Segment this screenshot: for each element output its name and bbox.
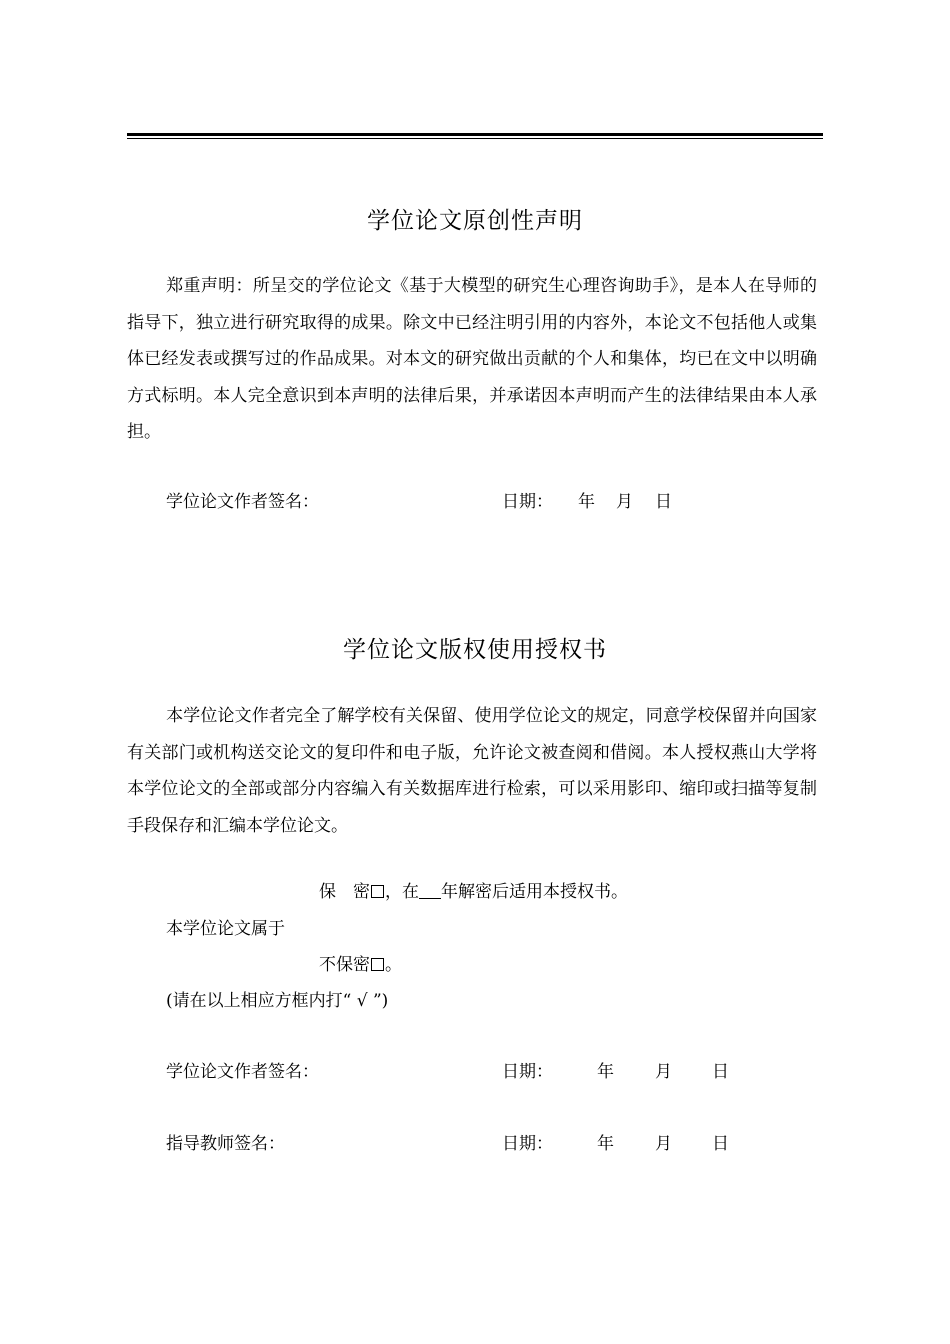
authorization-body: 本学位论文作者完全了解学校有关保留、使用学位论文的规定，同意学校保留并向国家有关部门或机构送交论文的复印件和电子版，允许论文被查阅和借阅。本人授权燕山大学将本学位论文的全部或部分内容编入有关数据库进行检索，可以采用影印、缩印或扫描等复制手段保存和汇编本学位论文。 [127,706,817,836]
secret-option-line [319,881,628,903]
originality-date-label: 日期： [502,492,553,512]
secret-checkbox[interactable] [371,885,384,898]
header-rule-thick [127,133,823,136]
advisor-year: 年 [597,1134,614,1154]
belongs-label: 本学位论文属于 [166,919,285,939]
header-rule-thin [127,138,823,139]
advisor-sign-label: 指导教师签名： [166,1134,285,1154]
originality-title: 学位论文原创性声明 [367,208,583,234]
not-secret-option-end: 。 [385,955,402,975]
originality-day: 日 [655,492,672,512]
not-secret-checkbox[interactable] [371,958,384,971]
secret-option-label: 保 密 [319,882,370,902]
checkbox-instruction: (请在以上相应方框内打“ √ ”) [166,991,389,1011]
advisor-day: 日 [712,1134,729,1154]
authorization-author-month: 月 [655,1062,672,1082]
secret-option-suffix: 年解密后适用本授权书。 [441,882,628,902]
originality-body: 郑重声明：所呈交的学位论文《基于大模型的研究生心理咨询助手》，是本人在导师的指导下，独立进行研究取得的成果。除文中已经注明引用的内容外，本论文不包括他人或集体已经发表或撰写过的作品成果。对本文的研究做出贡献的个人和集体，均已在文中以明确方式标明。本人完全意识到本声明的法律后果，并承诺因本声明而产生的法律结果由本人承担。 [127,276,817,443]
authorization-author-day: 日 [712,1062,729,1082]
authorization-author-year: 年 [597,1062,614,1082]
originality-month: 月 [616,492,633,512]
secret-option-middle: ，在 [385,882,419,902]
authorization-title: 学位论文版权使用授权书 [343,637,607,663]
advisor-date-label: 日期： [502,1134,553,1154]
not-secret-option-line [319,954,402,976]
authorization-author-date-label: 日期： [502,1062,553,1082]
not-secret-option-label: 不保密 [319,955,370,975]
secret-years-blank[interactable] [419,884,441,899]
originality-author-sign-label: 学位论文作者签名： [166,492,319,512]
authorization-author-sign-label: 学位论文作者签名： [166,1062,319,1082]
advisor-month: 月 [655,1134,672,1154]
originality-year: 年 [578,492,595,512]
